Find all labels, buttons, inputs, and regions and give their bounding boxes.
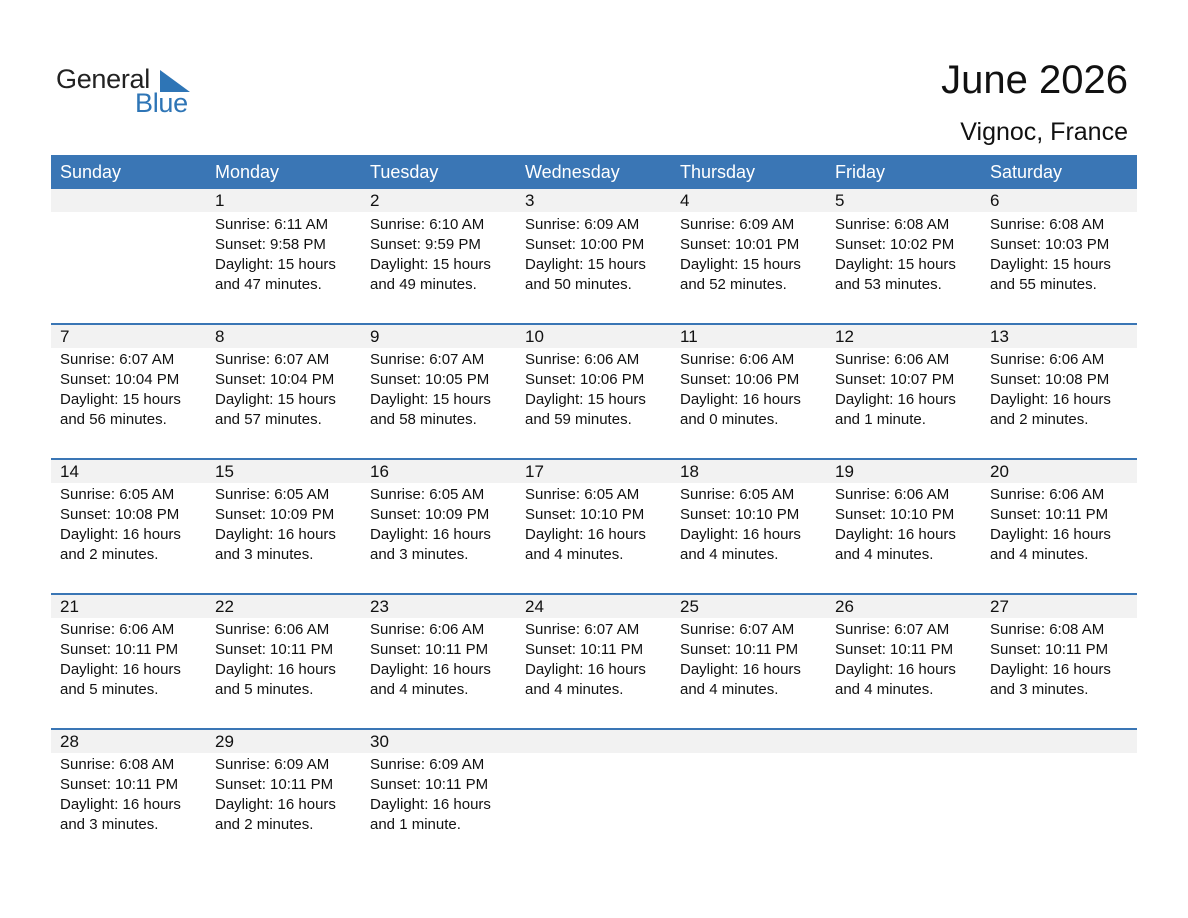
day-cell — [826, 189, 981, 324]
daylight-text: Daylight: 15 hours — [680, 256, 801, 273]
weekday-saturday: Saturday — [990, 162, 1063, 182]
sunset-text: Sunset: 10:11 PM — [215, 776, 334, 793]
weekday-friday: Friday — [835, 162, 886, 182]
daylight-text: Daylight: 15 hours — [525, 391, 646, 408]
day-cell — [361, 458, 516, 593]
day-cell — [51, 728, 206, 863]
sunrise-text: Sunrise: 6:08 AM — [990, 216, 1105, 233]
daylight-minutes-text: and 52 minutes. — [680, 276, 787, 293]
day-number: 4 — [680, 191, 690, 210]
sunset-text: Sunset: 10:11 PM — [60, 776, 179, 793]
sunset-text: Sunset: 10:01 PM — [680, 236, 800, 253]
weekday-tuesday: Tuesday — [370, 162, 439, 182]
daylight-minutes-text: and 4 minutes. — [525, 681, 624, 698]
daylight-text: Daylight: 16 hours — [215, 661, 336, 678]
week-row — [51, 593, 1137, 728]
week-row — [51, 323, 1137, 458]
day-number: 29 — [215, 732, 234, 751]
day-number: 27 — [990, 597, 1009, 616]
day-cell — [826, 323, 981, 458]
day-number: 17 — [525, 462, 544, 481]
sunrise-text: Sunrise: 6:09 AM — [525, 216, 640, 233]
week-row — [51, 189, 1137, 324]
day-cell — [671, 189, 826, 324]
sunrise-text: Sunrise: 6:07 AM — [370, 351, 485, 368]
day-cell — [671, 323, 826, 458]
weekday-wednesday: Wednesday — [525, 162, 620, 182]
daylight-text: Daylight: 16 hours — [680, 526, 801, 543]
day-number: 25 — [680, 597, 699, 616]
logo-blue-text: Blue — [135, 88, 188, 118]
daylight-text: Daylight: 16 hours — [835, 526, 956, 543]
sunrise-text: Sunrise: 6:05 AM — [60, 486, 175, 503]
day-cell — [671, 593, 826, 728]
day-number: 28 — [60, 732, 79, 751]
daylight-text: Daylight: 16 hours — [370, 526, 491, 543]
day-number: 23 — [370, 597, 389, 616]
sunrise-text: Sunrise: 6:09 AM — [370, 756, 485, 773]
daylight-minutes-text: and 4 minutes. — [525, 546, 624, 563]
day-cell — [671, 458, 826, 593]
sunset-text: Sunset: 10:06 PM — [525, 371, 645, 388]
day-cell — [516, 593, 671, 728]
daylight-minutes-text: and 2 minutes. — [215, 816, 314, 833]
day-cell — [826, 593, 981, 728]
daylight-minutes-text: and 0 minutes. — [680, 411, 779, 428]
day-number: 21 — [60, 597, 79, 616]
sunset-text: Sunset: 10:06 PM — [680, 371, 800, 388]
daylight-text: Daylight: 16 hours — [215, 796, 336, 813]
sunset-text: Sunset: 10:10 PM — [835, 506, 955, 523]
sunset-text: Sunset: 10:11 PM — [370, 641, 489, 658]
week-row — [51, 728, 1137, 863]
day-number: 16 — [370, 462, 389, 481]
day-cell — [361, 728, 516, 863]
daylight-minutes-text: and 57 minutes. — [215, 411, 322, 428]
daylight-text: Daylight: 15 hours — [525, 256, 646, 273]
day-number: 5 — [835, 191, 845, 210]
day-cell — [206, 593, 361, 728]
daylight-minutes-text: and 4 minutes. — [835, 546, 934, 563]
daylight-minutes-text: and 2 minutes. — [990, 411, 1089, 428]
daylight-text: Daylight: 15 hours — [60, 391, 181, 408]
sunset-text: Sunset: 10:04 PM — [215, 371, 335, 388]
day-number: 6 — [990, 191, 1000, 210]
daylight-text: Daylight: 16 hours — [60, 661, 181, 678]
day-cell — [361, 323, 516, 458]
daylight-text: Daylight: 15 hours — [370, 256, 491, 273]
daylight-minutes-text: and 3 minutes. — [370, 546, 469, 563]
daylight-text: Daylight: 15 hours — [215, 256, 336, 273]
day-cell — [981, 458, 1136, 593]
daylight-text: Daylight: 16 hours — [835, 661, 956, 678]
sunrise-text: Sunrise: 6:06 AM — [215, 621, 330, 638]
sunset-text: Sunset: 10:09 PM — [215, 506, 335, 523]
day-number: 12 — [835, 327, 854, 346]
sunrise-text: Sunrise: 6:05 AM — [370, 486, 485, 503]
sunset-text: Sunset: 10:11 PM — [525, 641, 644, 658]
sunrise-text: Sunrise: 6:05 AM — [525, 486, 640, 503]
location-subtitle: Vignoc, France — [960, 118, 1128, 146]
day-cell — [516, 458, 671, 593]
sunrise-text: Sunrise: 6:06 AM — [370, 621, 485, 638]
daylight-minutes-text: and 58 minutes. — [370, 411, 477, 428]
daylight-text: Daylight: 16 hours — [990, 391, 1111, 408]
sunrise-text: Sunrise: 6:07 AM — [60, 351, 175, 368]
daylight-text: Daylight: 15 hours — [990, 256, 1111, 273]
daylight-text: Daylight: 16 hours — [525, 526, 646, 543]
sunset-text: Sunset: 10:04 PM — [60, 371, 180, 388]
day-cell — [206, 323, 361, 458]
day-number: 19 — [835, 462, 854, 481]
daylight-minutes-text: and 3 minutes. — [990, 681, 1089, 698]
sunset-text: Sunset: 10:03 PM — [990, 236, 1110, 253]
daylight-minutes-text: and 2 minutes. — [60, 546, 159, 563]
daylight-text: Daylight: 16 hours — [525, 661, 646, 678]
logo — [56, 64, 206, 120]
day-number: 8 — [215, 327, 225, 346]
sunrise-text: Sunrise: 6:08 AM — [60, 756, 175, 773]
day-cell — [981, 593, 1136, 728]
daylight-minutes-text: and 4 minutes. — [990, 546, 1089, 563]
daylight-minutes-text: and 1 minute. — [835, 411, 926, 428]
daylight-minutes-text: and 55 minutes. — [990, 276, 1097, 293]
sunset-text: Sunset: 10:11 PM — [215, 641, 334, 658]
day-number: 30 — [370, 732, 389, 751]
day-number: 10 — [525, 327, 544, 346]
sunrise-text: Sunrise: 6:06 AM — [835, 351, 950, 368]
sunrise-text: Sunrise: 6:05 AM — [215, 486, 330, 503]
day-number: 26 — [835, 597, 854, 616]
sunrise-text: Sunrise: 6:07 AM — [525, 621, 640, 638]
daylight-text: Daylight: 16 hours — [370, 661, 491, 678]
daylight-minutes-text: and 56 minutes. — [60, 411, 167, 428]
daylight-text: Daylight: 16 hours — [835, 391, 956, 408]
day-cell — [206, 728, 361, 863]
daylight-minutes-text: and 4 minutes. — [680, 681, 779, 698]
sunset-text: Sunset: 10:02 PM — [835, 236, 955, 253]
sunset-text: Sunset: 10:05 PM — [370, 371, 490, 388]
day-number: 14 — [60, 462, 79, 481]
day-cell — [516, 189, 671, 324]
sunrise-text: Sunrise: 6:10 AM — [370, 216, 485, 233]
sunrise-text: Sunrise: 6:07 AM — [835, 621, 950, 638]
day-cell — [361, 593, 516, 728]
daylight-minutes-text: and 1 minute. — [370, 816, 461, 833]
daylight-minutes-text: and 3 minutes. — [215, 546, 314, 563]
sunrise-text: Sunrise: 6:06 AM — [990, 351, 1105, 368]
day-cell — [361, 189, 516, 324]
daylight-text: Daylight: 16 hours — [60, 526, 181, 543]
sunset-text: Sunset: 10:10 PM — [680, 506, 800, 523]
day-number: 2 — [370, 191, 380, 210]
daylight-minutes-text: and 4 minutes. — [370, 681, 469, 698]
day-cell — [51, 458, 206, 593]
daylight-text: Daylight: 16 hours — [990, 526, 1111, 543]
daylight-text: Daylight: 16 hours — [680, 391, 801, 408]
sunset-text: Sunset: 10:08 PM — [990, 371, 1110, 388]
sunset-text: Sunset: 10:11 PM — [60, 641, 179, 658]
daylight-text: Daylight: 16 hours — [215, 526, 336, 543]
day-cell — [51, 323, 206, 458]
day-number: 15 — [215, 462, 234, 481]
daylight-minutes-text: and 5 minutes. — [215, 681, 314, 698]
day-number: 9 — [370, 327, 380, 346]
sunrise-text: Sunrise: 6:06 AM — [525, 351, 640, 368]
sunrise-text: Sunrise: 6:06 AM — [835, 486, 950, 503]
sunset-text: Sunset: 9:59 PM — [370, 236, 481, 253]
daylight-minutes-text: and 53 minutes. — [835, 276, 942, 293]
day-cell — [826, 458, 981, 593]
sunset-text: Sunset: 10:10 PM — [525, 506, 645, 523]
day-cell — [206, 458, 361, 593]
sunrise-text: Sunrise: 6:09 AM — [680, 216, 795, 233]
day-number: 11 — [680, 327, 698, 346]
daylight-text: Daylight: 16 hours — [60, 796, 181, 813]
weekday-sunday: Sunday — [60, 162, 122, 182]
day-number: 3 — [525, 191, 535, 210]
sunrise-text: Sunrise: 6:09 AM — [215, 756, 330, 773]
daylight-minutes-text: and 47 minutes. — [215, 276, 322, 293]
weekday-monday: Monday — [215, 162, 280, 182]
sunset-text: Sunset: 10:11 PM — [990, 641, 1109, 658]
day-number: 22 — [215, 597, 234, 616]
day-cell — [981, 323, 1136, 458]
sunrise-text: Sunrise: 6:07 AM — [680, 621, 795, 638]
page-title: June 2026 — [941, 58, 1128, 102]
daylight-minutes-text: and 59 minutes. — [525, 411, 632, 428]
sunset-text: Sunset: 10:00 PM — [525, 236, 645, 253]
weekday-header — [51, 155, 1137, 189]
day-cell — [206, 189, 361, 324]
sunset-text: Sunset: 10:11 PM — [680, 641, 799, 658]
day-number: 24 — [525, 597, 544, 616]
daylight-minutes-text: and 50 minutes. — [525, 276, 632, 293]
day-number: 7 — [60, 327, 70, 346]
daylight-text: Daylight: 16 hours — [370, 796, 491, 813]
sunrise-text: Sunrise: 6:06 AM — [60, 621, 175, 638]
week-row — [51, 458, 1137, 593]
sunrise-text: Sunrise: 6:11 AM — [215, 216, 329, 233]
daylight-text: Daylight: 15 hours — [215, 391, 336, 408]
daylight-minutes-text: and 5 minutes. — [60, 681, 159, 698]
daylight-minutes-text: and 4 minutes. — [835, 681, 934, 698]
sunrise-text: Sunrise: 6:06 AM — [680, 351, 795, 368]
daylight-text: Daylight: 16 hours — [680, 661, 801, 678]
sunrise-text: Sunrise: 6:05 AM — [680, 486, 795, 503]
daylight-text: Daylight: 16 hours — [990, 661, 1111, 678]
sunset-text: Sunset: 10:11 PM — [835, 641, 954, 658]
day-cell — [981, 189, 1136, 324]
daylight-minutes-text: and 4 minutes. — [680, 546, 779, 563]
sunrise-text: Sunrise: 6:08 AM — [835, 216, 950, 233]
sunset-text: Sunset: 10:07 PM — [835, 371, 955, 388]
sunset-text: Sunset: 9:58 PM — [215, 236, 326, 253]
day-number: 1 — [215, 191, 225, 210]
daylight-minutes-text: and 3 minutes. — [60, 816, 159, 833]
day-cell — [516, 323, 671, 458]
daylight-text: Daylight: 15 hours — [370, 391, 491, 408]
sunrise-text: Sunrise: 6:07 AM — [215, 351, 330, 368]
sunrise-text: Sunrise: 6:06 AM — [990, 486, 1105, 503]
daylight-minutes-text: and 49 minutes. — [370, 276, 477, 293]
sunset-text: Sunset: 10:09 PM — [370, 506, 490, 523]
sunset-text: Sunset: 10:11 PM — [370, 776, 489, 793]
day-cell — [51, 593, 206, 728]
weekday-thursday: Thursday — [680, 162, 756, 182]
day-number: 13 — [990, 327, 1009, 346]
day-number: 20 — [990, 462, 1009, 481]
daylight-text: Daylight: 15 hours — [835, 256, 956, 273]
sunset-text: Sunset: 10:11 PM — [990, 506, 1109, 523]
day-number: 18 — [680, 462, 699, 481]
logo-general-text: General — [56, 64, 150, 94]
sunrise-text: Sunrise: 6:08 AM — [990, 621, 1105, 638]
sunset-text: Sunset: 10:08 PM — [60, 506, 180, 523]
